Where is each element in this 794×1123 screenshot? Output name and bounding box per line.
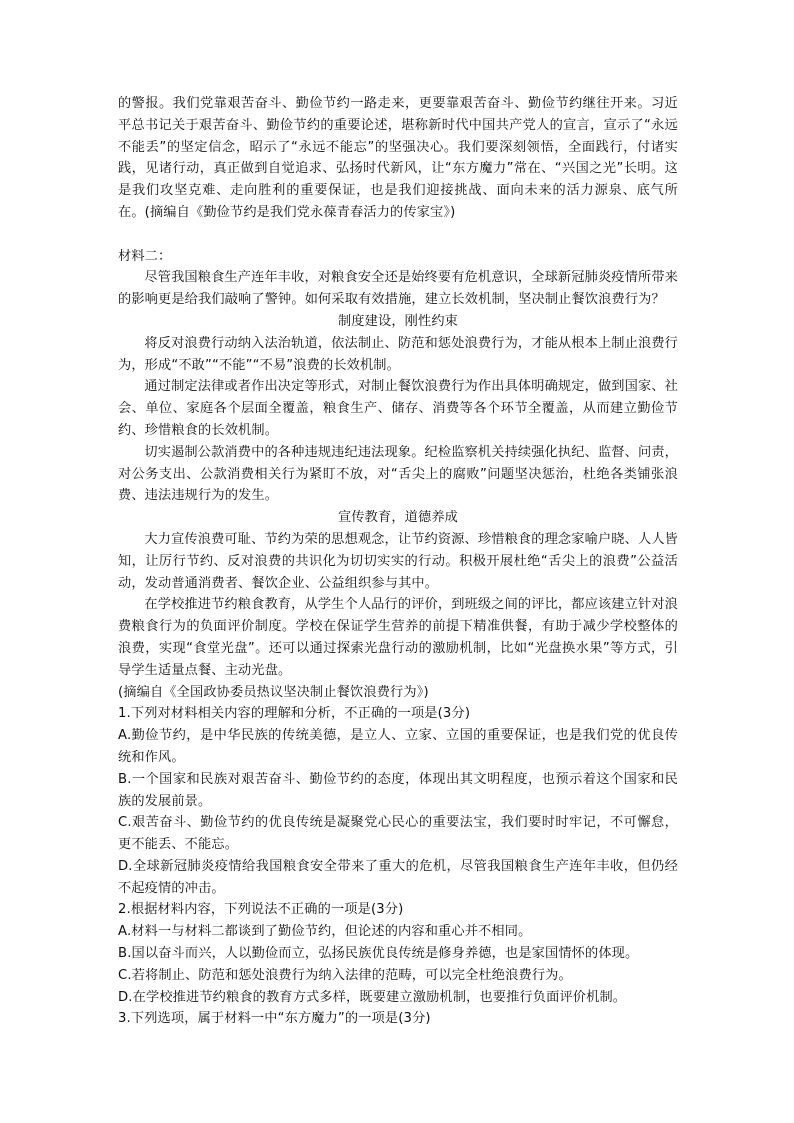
question-option: C.若将制止、防范和惩处浪费行为纳入法律的范畴，可以完全杜绝浪费行为。 xyxy=(118,967,572,983)
spacer xyxy=(118,224,678,246)
question-option: A.勤俭节约，是中华民族的传统美德，是立人、立家、立国的重要保证，也是我们党的优良传统和作风。 xyxy=(118,728,678,765)
question-option: C.艰苦奋斗、勤俭节约的优良传统是凝聚党心民心的重要法宝，我们要时时牢记，不可懈怠，更不能丢、不能忘。 xyxy=(118,815,678,853)
question-option: D.在学校推进节约粮食的教育方式多样，既要建立激励机制，也要推行负面评价机制。 xyxy=(118,989,627,1005)
question-2 xyxy=(118,899,678,1008)
question-1 xyxy=(118,703,678,899)
section2-title: 宣传教育，道德养成 xyxy=(337,510,459,526)
document-page xyxy=(118,93,678,1030)
section2-paragraph-1: 大力宣传浪费可耻、节约为荣的思想观念，让节约资源、珍惜粮食的理念家喻户晓、人人皆知，让厉行节约、反对浪费的共识化为切切实实的行动。积极开展杜绝“舌尖上的浪费”公益活动，发动普通消费者、餐饮企业、公益组织参与其中。 xyxy=(118,531,678,591)
question-option: B.一个国家和民族对艰苦奋斗、勤俭节约的态度，体现出其文明程度，也预示着这个国家和民族的发展前景。 xyxy=(118,771,678,809)
question-stem: 2.根据材料内容，下列说法不正确的一项是(3分) xyxy=(118,902,404,918)
section1-paragraph-3: 切实遏制公款消费中的各种违规违纪违法现象。纪检监察机关持续强化执纪、监督、问责，对公务支出、公款消费相关行为紧盯不放，对“舌尖上的腐败”问题坚决惩治，杜绝各类铺张浪费、违法违规行为的发生。 xyxy=(118,444,678,504)
question-stem: 1.下列对材料相关内容的理解和分析，不正确的一项是(3分) xyxy=(118,706,471,722)
section1-paragraph-1: 将反对浪费行动纳入法治轨道，依法制止、防范和惩处浪费行为，才能从根本上制止浪费行为，形成“不敢”“不能”“不易”浪费的长效机制。 xyxy=(118,335,678,373)
section1-title: 制度建设，刚性约束 xyxy=(337,313,459,329)
material2-heading: 材料二： xyxy=(118,248,172,264)
material2-intro: 尽管我国粮食生产连年丰收，对粮食安全还是始终要有危机意识，全球新冠肺炎疫情所带来的影响更是给我们敲响了警钟。如何采取有效措施，建立长效机制，坚决制止餐饮浪费行为？ xyxy=(118,270,678,308)
material1-continuation: 的警报。我们党靠艰苦奋斗、勤俭节约一路走来，更要靠艰苦奋斗、勤俭节约继往开来。习近平总书记关于艰苦奋斗、勤俭节约的重要论述，堪称新时代中国共产党人的宣言，宣示了“永远不能丢”的坚定信念，昭示了“永远不能忘”的坚强决心。我们要深刻领悟，全面践行，付诸实践，见诸行动，真正做到自觉追求、弘扬时代新风，让“东方魔力”常在、“兴国之光”长明。这是我们攻坚克难、走向胜利的重要保证，也是我们迎接挑战、面向未来的活力源泉、底气所在。(摘编自《勤俭节约是我们党永葆青春活力的传家宝》) xyxy=(118,96,678,220)
question-option: D.全球新冠肺炎疫情给我国粮食安全带来了重大的危机，尽管我国粮食生产连年丰收，但仍经不起疫情的冲击。 xyxy=(118,858,678,896)
material2-source: (摘编自《全国政协委员热议坚决制止餐饮浪费行为》) xyxy=(118,684,429,700)
question-option: B.国以奋斗而兴，人以勤俭而立，弘扬民族优良传统是修身养德，也是家国情怀的体现。 xyxy=(118,946,639,962)
question-stem: 3.下列选项，属于材料一中“东方魔力”的一项是(3分) xyxy=(118,1011,431,1027)
section2-paragraph-2: 在学校推进节约粮食教育，从学生个人品行的评价，到班级之间的评比，都应该建立针对浪费粮食行为的负面评价制度。学校在保证学生营养的前提下精准供餐，有助于减少学校整体的浪费，实现“食堂光盘”。还可以通过探索光盘行动的激励机制，比如“光盘换水果”等方式，引导学生适量点餐、主动光盘。 xyxy=(118,597,678,678)
question-option: A.材料一与材料二都谈到了勤俭节约，但论述的内容和重心并不相同。 xyxy=(118,924,532,940)
question-3 xyxy=(118,1008,678,1030)
section1-paragraph-2: 通过制定法律或者作出决定等形式，对制止餐饮浪费行为作出具体明确规定，做到国家、社会、单位、家庭各个层面全覆盖，粮食生产、储存、消费等各个环节全覆盖，从而建立勤俭节约、珍惜粮食的长效机制。 xyxy=(118,379,678,438)
